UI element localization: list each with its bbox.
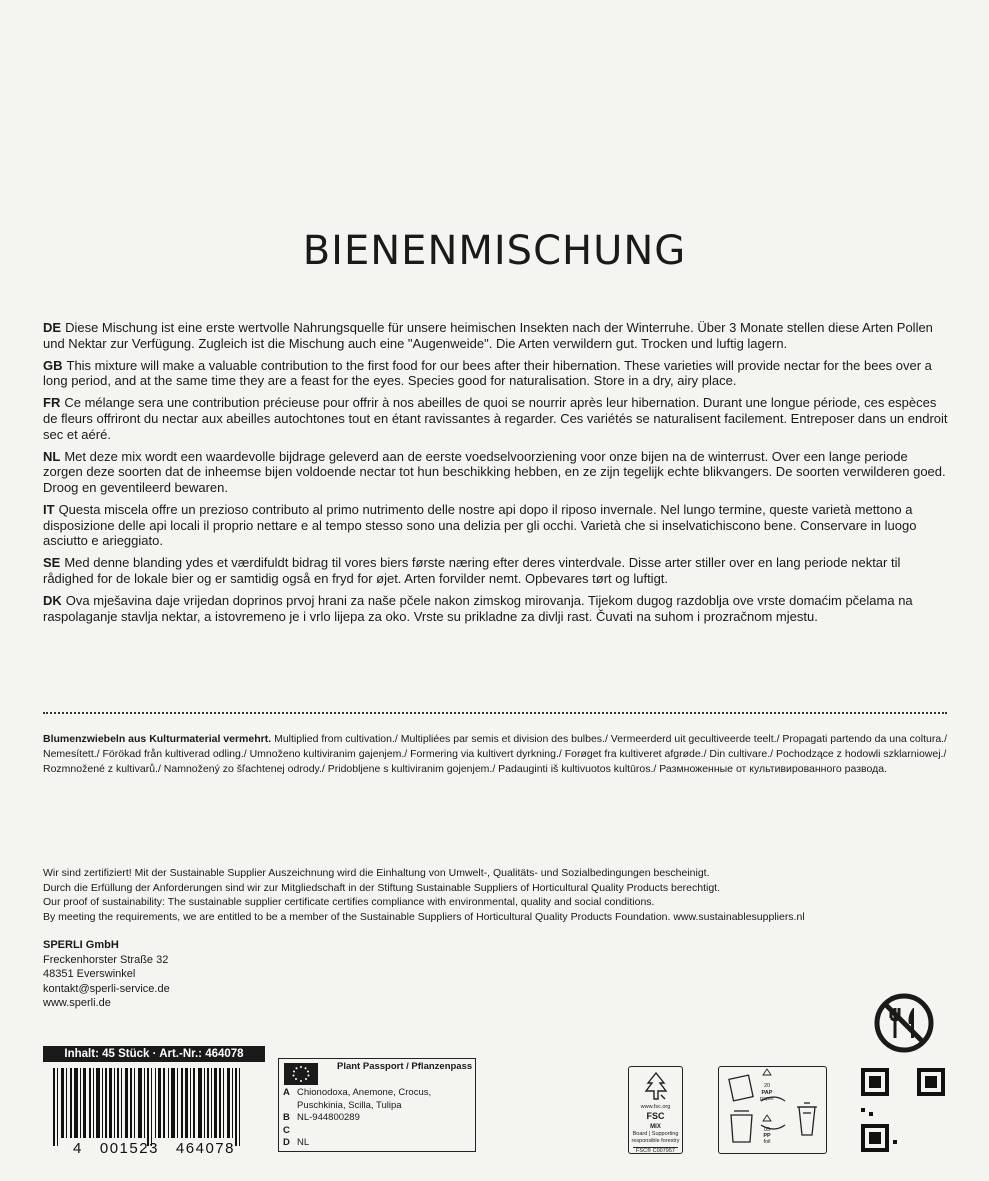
fsc-line1: Board | Supporting [632,1131,679,1137]
passport-row [283,1112,473,1125]
address-city: 48351 Everswinkel [43,968,136,981]
passport-row [283,1137,473,1150]
lang-code: FR [43,395,61,411]
description-fr [43,395,948,442]
passport-key: A [283,1087,290,1098]
passport-key: B [283,1112,290,1123]
description-nl [43,449,948,496]
sustainability-line: Our proof of sustainability: The sustainable supplier certificate certifies compliance with environmental, quality and social conditions. [43,896,655,908]
product-title: BIENENMISCHUNG [302,228,687,274]
passport-value: Chionodoxa, Anemone, Crocus, [297,1087,432,1098]
passport-row [283,1125,473,1138]
passport-value: NL-944800289 [297,1112,360,1123]
description-dk [43,593,948,624]
lang-code: DE [43,320,62,335]
fsc-code: FSC® C007957 [633,1147,678,1155]
eu-stars-icon [284,1063,318,1085]
description-text: Met deze mix wordt een waardevolle bijdrage geleverd aan de eerste voedselvoorziening voor onze bijen na de winterrust. Over een lange periode zorgen deze soorten dat de inheemse bijen voldoende nectar tot hun beschikking hebben, en ze zijn tegelijk echte blikvangers. De soorten verwilderen goed. Droog en geventileerd bewaren. [43,448,946,495]
recycle-code1: 20 [763,1083,771,1089]
barcode-digits: 4 001523 464078 [73,1140,235,1154]
passport-key [283,1100,297,1113]
description-text: This mixture will make a valuable contribution to the first food for our bees after their hibernation. These varieties will provide nectar for the bees over a long period, and at the same time they are a feast for the eyes. Species good for naturalisation. Store in a dry, airy place. [43,357,932,389]
fsc-tree-icon [641,1071,671,1101]
eu-flag-icon [284,1063,318,1085]
sustainability-line: By meeting the requirements, we are entitled to be a member of the Sustainable Suppliers of Horticultural Quality Products Foundation. www.sustainablesuppliers.nl [43,910,805,923]
passport-value: NL [297,1137,310,1148]
fsc-label [628,1066,683,1154]
sustainability-line: Durch die Erfüllung der Anforderungen sind wir zur Mitgliedschaft in der Stiftung Sustainable Suppliers of Horticultural Quality Products berechtigt. [43,881,721,894]
company-address [43,938,170,1011]
lang-code: GB [43,357,63,373]
recycling-icon [719,1067,825,1152]
recycle-pp: PP [763,1133,771,1139]
contents-label: Inhalt: 45 Stück · Art.-Nr.: 464078 [43,1046,265,1062]
passport-row [283,1087,473,1100]
barcode [43,1068,265,1154]
fsc-mix: MIX [650,1124,661,1130]
description-se [43,555,948,586]
description-text: Questa miscela offre un prezioso contributo al primo nutrimento delle nostre api dopo il riposo invernale. Nel lungo termine, queste varietà mettono a disposizione delle api locali il proprio nettare e al tempo stesso sono una delizia per gli occhi. Varietà che si inselvatichiscono bene. Conservare in luogo asciutto e arieggiato. [43,501,917,549]
passport-value: Puschkinia, Scilla, Tulipa [297,1099,402,1111]
lang-code: IT [43,501,55,517]
recycle-foil: foil [763,1139,771,1145]
passport-row [283,1100,473,1113]
qr-code[interactable] [861,1068,945,1152]
dotted-divider [43,712,947,714]
recycling-label [718,1066,827,1154]
lang-code: NL [43,448,61,464]
passport-key: D [283,1137,290,1148]
origin-text: Multiplied from cultivation./ Multipliées par semis et division des bulbes./ Vermeerderd uit gecultiveerde teelt./ Propagati partendo da una coltura./ Nemesített./ Förökad från kultiverad odling./ Umnoženo kultiviranim gajenjem./ Formering via kultivert dyrkning./ Forøget fra kultiveret afgrøde./ Din cultivare./ Pochodzące z hodowli szklarniowej./ Rozmnožené z kultivarů./ Namnožený zo šľachtenej odrody./ Pridobljene s kultiviranim gojenjem./ Padauginti iš kultivuotos kultūros./ Размноженные от культивированного развода. [43,733,948,775]
sustainability-statement [43,866,948,924]
fsc-line2: responsible forestry [631,1138,680,1144]
address-street: Freckenhorster Straße 32 [43,953,169,966]
description-it [43,502,948,549]
origin-statement [43,732,948,777]
description-block [43,320,948,631]
description-text: Ova mješavina daje vrijedan doprinos prvoj hrani za naše pčele nakon zimskog mirovanja. Tijekom dugog razdoblja ove vrste domaćim pčelama na raspolaganje stavlja nektar, a istovremeno je i vrlo lijepa za oko. Vrste su prikladne za divlji rast. Čuvati na suhom i prozračnom mjestu. [43,592,913,624]
passport-key: C [283,1124,290,1136]
passport-title: Plant Passport / Pflanzenpass [337,1061,473,1072]
description-de [43,320,948,351]
description-gb [43,358,948,389]
fsc-site: www.fsc.org [640,1104,671,1110]
address-web[interactable]: www.sperli.de [43,997,111,1010]
fsc-text: FSC [646,1111,665,1121]
address-email[interactable]: kontakt@sperli-service.de [43,982,170,995]
description-text: Ce mélange sera une contribution précieuse pour offrir à nos abeilles de quoi se nourrir après leur hibernation. Durant une longue période, ces espèces de fleurs offriront du nectar aux abeilles autochtones tout en étant ravissantes à regarder. Ces variétés se naturalisent facilement. Entreposer dans un endroit sec et aéré. [43,395,948,442]
origin-bold: Blumenzwiebeln aus Kulturmaterial vermehrt. [43,733,272,745]
not-for-consumption-icon [873,992,935,1054]
recycle-code2: 05 [763,1127,771,1133]
recycle-paper: paper [759,1096,775,1102]
lang-code: SE [43,555,61,571]
description-text: Med denne blanding ydes et værdifuldt bidrag til vores biers første næring efter deres vinterdvale. Disse arter stiller over en lang periode nektar til rådighed for de lokale bier og er samtidig også en fryd for øjet. Arten forvilder nemt. Opbevares tørt og luftigt. [43,555,901,586]
passport-rows [283,1087,473,1150]
plant-passport [278,1058,476,1152]
company-name: SPERLI GmbH [43,939,119,951]
recycle-pap: PAP [761,1090,773,1096]
sustainability-line: Wir sind zertifiziert! Mit der Sustainable Supplier Auszeichnung wird die Einhaltung von Umwelt-, Qualitäts- und Sozialbedingungen bescheinigt. [43,867,710,879]
lang-code: DK [43,592,62,608]
description-text: Diese Mischung ist eine erste wertvolle Nahrungsquelle für unsere heimischen Insekten nach der Winterruhe. Über 3 Monate stellen diese Arten Pollen und Nektar zur Verfügung. Zugleich ist die Mischung auch eine "Augenweide". Die Arten verwildern gut. Trocken und luftig lagern. [43,320,933,351]
